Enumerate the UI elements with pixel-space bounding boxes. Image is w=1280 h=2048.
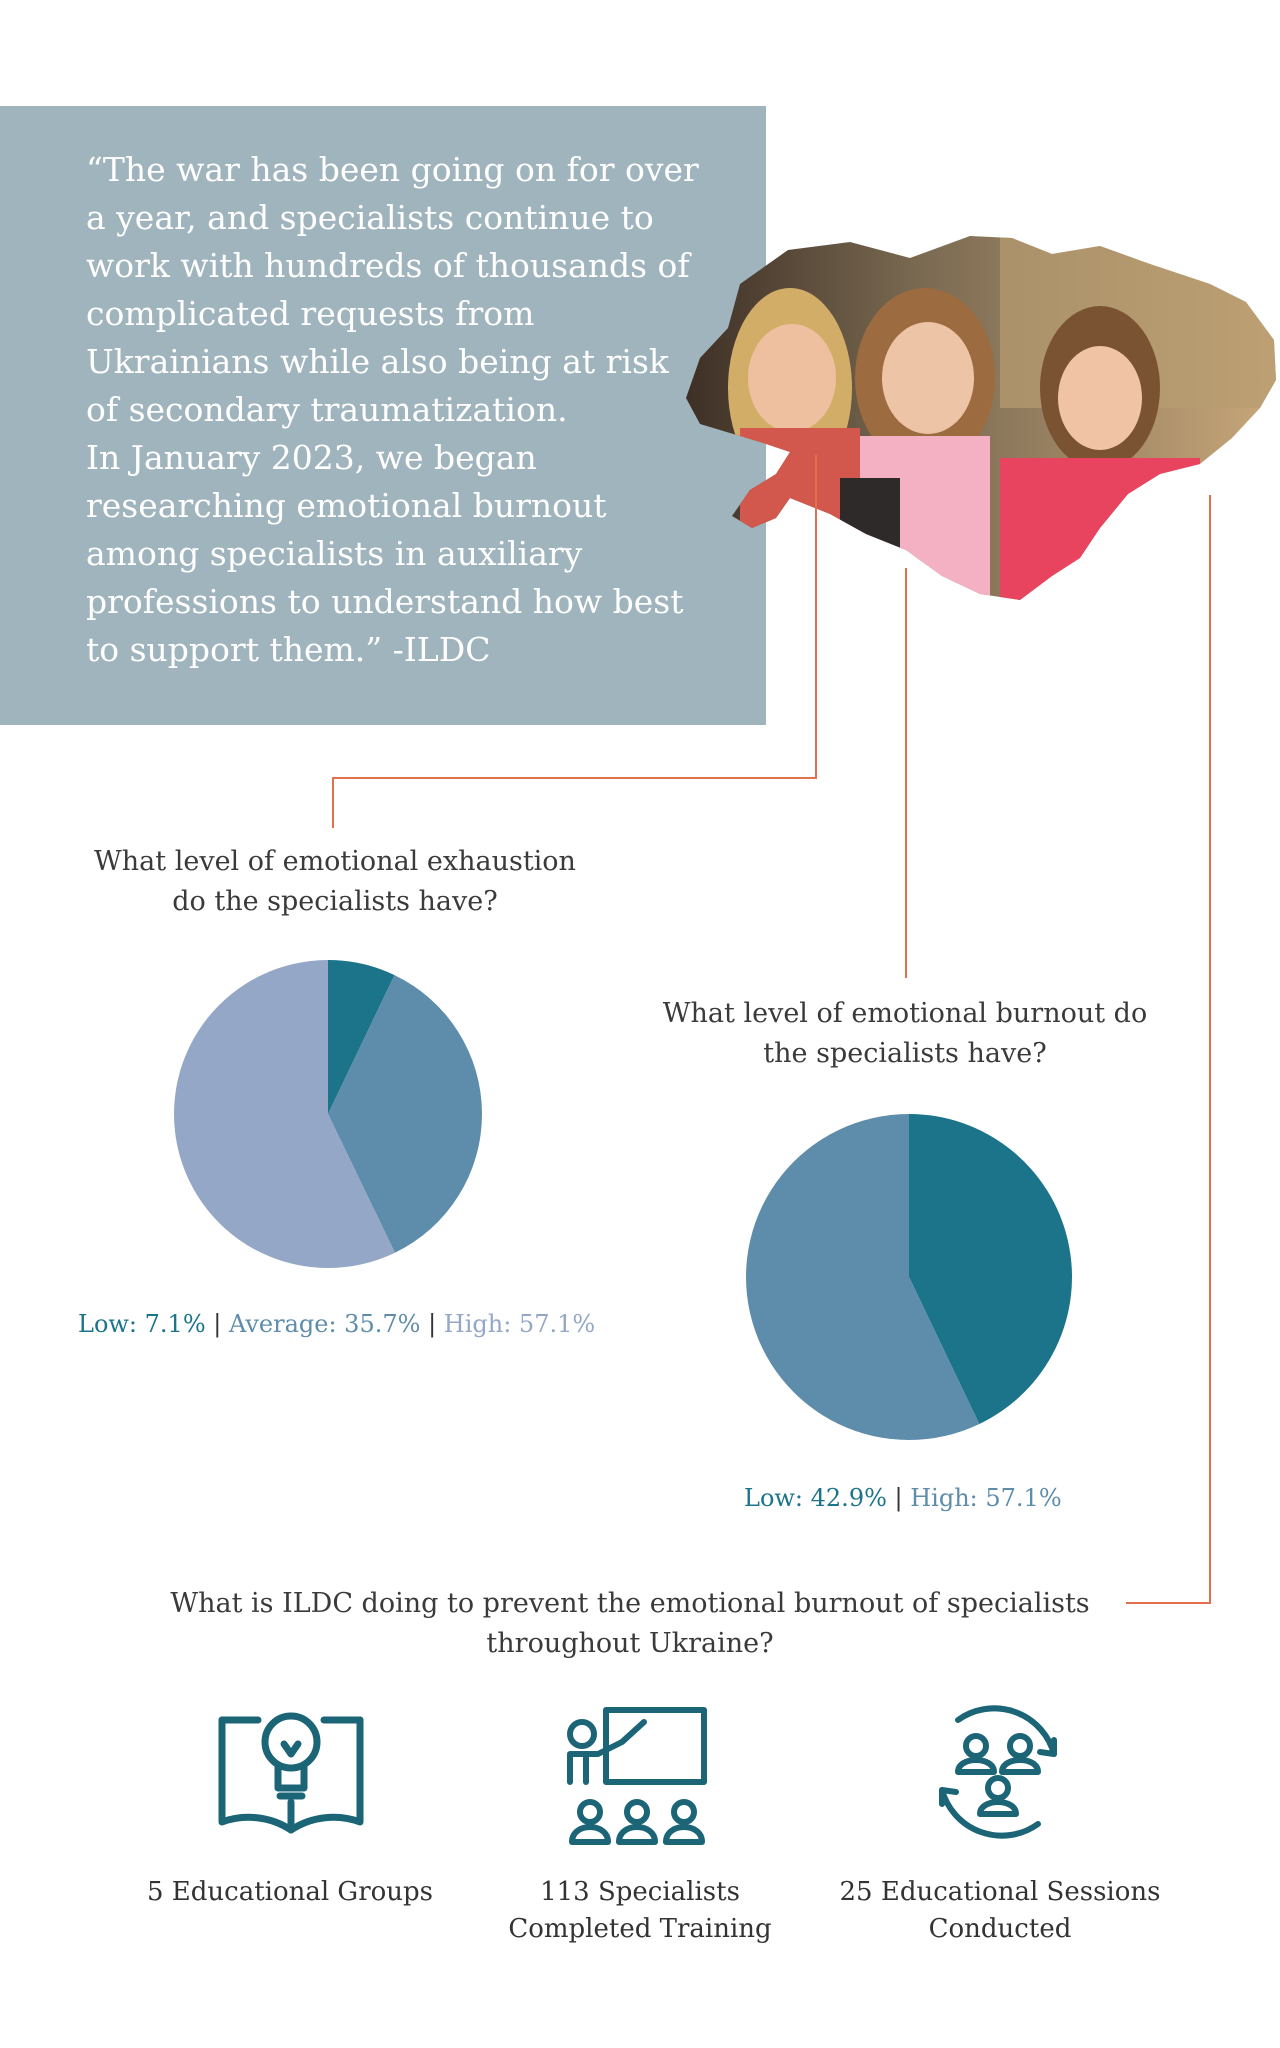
book-lightbulb-icon (214, 1702, 368, 1842)
legend-high: High: 57.1% (910, 1484, 1062, 1512)
group-sessions-icon (928, 1702, 1068, 1842)
stat-educational-groups: 5 Educational Groups (146, 1877, 434, 1907)
ukraine-map-photo (680, 228, 1280, 618)
burnout-pie-chart (744, 1112, 1074, 1442)
legend-low: Low: 42.9% (744, 1484, 887, 1512)
child-face-2 (882, 322, 974, 434)
stat-specialists-trained: 113 Specialists Completed Training (508, 1877, 772, 1944)
chart2-legend: Low: 42.9% | High: 57.1% (744, 1484, 1062, 1512)
exhaustion-pie-chart (172, 958, 484, 1270)
chart2-title: What level of emotional burnout do the specialists have? (662, 998, 1148, 1069)
legend-average: Average: 35.7% (228, 1310, 421, 1338)
teacher-training-icon (562, 1702, 712, 1852)
stat-educational-sessions: 25 Educational Sessions Conducted (839, 1877, 1161, 1944)
prevention-question: What is ILDC doing to prevent the emotional burnout of specialists throughout Ukraine? (170, 1588, 1090, 1659)
chart1-legend: Low: 7.1% | Average: 35.7% | High: 57.1% (78, 1310, 596, 1338)
legend-high: High: 57.1% (443, 1310, 596, 1338)
legend-low: Low: 7.1% (78, 1310, 206, 1338)
quote-text: “The war has been going on for over a year, and specialists continue to work with hundreds of thousands of complicated requests from Ukrainians while also being at risk of secondary traumatization. In January 2023, we began researching emotional burnout among specialists in auxiliary professions to understand how best to support them.” -ILDC (86, 150, 699, 669)
chart1-title: What level of emotional exhaustion do the specialists have? (94, 846, 576, 917)
child-face-1 (748, 324, 836, 432)
child-face-3 (1058, 346, 1142, 450)
